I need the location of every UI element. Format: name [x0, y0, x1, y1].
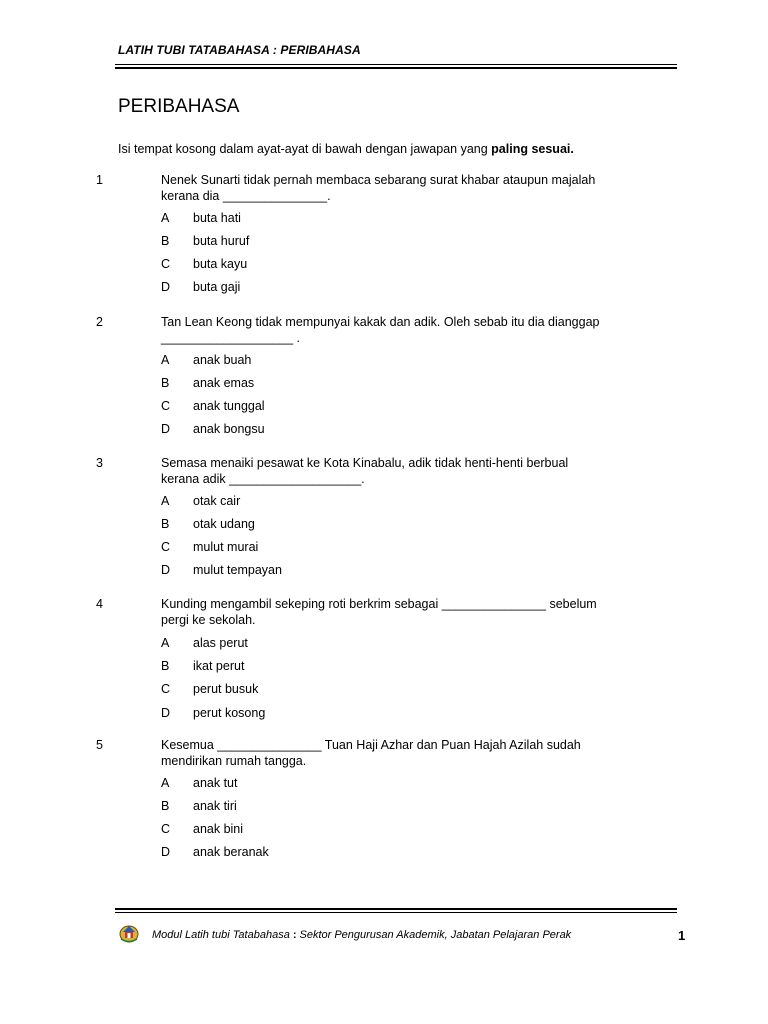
option-letter: B [161, 234, 170, 248]
option-text: otak cair [193, 494, 241, 508]
option-text: anak beranak [193, 845, 269, 859]
option-letter: D [161, 280, 171, 294]
footer-colon: : [292, 929, 297, 941]
option-b [161, 516, 461, 532]
option-b [161, 233, 461, 249]
option-text: buta huruf [193, 234, 250, 248]
option-letter: A [161, 776, 170, 790]
question-line-1: Tan Lean Keong tidak mempunyai kakak dan adik. Oleh sebab itu dia dianggap [161, 315, 600, 329]
header-rule-thick [115, 67, 677, 69]
footer-rule-thick [115, 908, 677, 910]
option-letter: A [161, 636, 170, 650]
option-letter: A [161, 494, 170, 508]
question-number: 2 [96, 315, 103, 329]
question-line-2: kerana adik ___________________. [161, 472, 365, 486]
question-text [161, 314, 631, 346]
option-text: anak tunggal [193, 399, 265, 413]
option-c [161, 256, 461, 272]
option-text: ikat perut [193, 659, 245, 673]
option-b [161, 798, 461, 814]
option-a [161, 210, 461, 226]
option-c [161, 398, 461, 414]
option-a [161, 352, 461, 368]
option-text: anak tut [193, 776, 238, 790]
option-letter: B [161, 659, 170, 673]
question-text [161, 596, 631, 628]
option-c [161, 821, 461, 837]
option-text: perut kosong [193, 706, 266, 720]
option-d [161, 705, 461, 721]
option-text: otak udang [193, 517, 255, 531]
option-a [161, 775, 461, 791]
question-line-1: Nenek Sunarti tidak pernah membaca sebarang surat khabar ataupun majalah [161, 173, 596, 187]
question-text [161, 737, 631, 769]
option-a [161, 635, 461, 651]
footer-left-text: Modul Latih tubi Tatabahasa [152, 929, 290, 941]
instructions-emphasis: paling sesuai. [491, 142, 574, 156]
footer-right-text: Sektor Pengurusan Akademik, Jabatan Pelajaran Perak [299, 929, 572, 941]
instructions [118, 142, 574, 156]
question-text [161, 172, 631, 204]
option-letter: A [161, 211, 170, 225]
option-text: anak bini [193, 822, 244, 836]
option-text: mulut murai [193, 540, 259, 554]
question-line-1: Kunding mengambil sekeping roti berkrim sebagai _______________ sebelum [161, 597, 597, 611]
option-letter: B [161, 376, 170, 390]
question-line-2: mendirikan rumah tangga. [161, 754, 307, 768]
option-a [161, 493, 461, 509]
option-letter: A [161, 353, 170, 367]
question-text [161, 455, 631, 487]
option-letter: B [161, 517, 170, 531]
option-text: perut busuk [193, 682, 259, 696]
option-text: mulut tempayan [193, 563, 282, 577]
option-text: anak buah [193, 353, 252, 367]
question-line-2: kerana dia _______________. [161, 189, 331, 203]
header-rule-thin [115, 64, 677, 65]
option-letter: D [161, 845, 171, 859]
option-c [161, 539, 461, 555]
option-letter: B [161, 799, 170, 813]
option-letter: D [161, 563, 171, 577]
option-letter: C [161, 682, 171, 696]
question-line-1: Semasa menaiki pesawat ke Kota Kinabalu, adik tidak henti-henti berbual [161, 456, 569, 470]
question-line-2: ___________________ . [161, 331, 301, 345]
question-line-1: Kesemua _______________ Tuan Haji Azhar dan Puan Hajah Azilah sudah [161, 738, 581, 752]
footer-rule-thin [115, 912, 677, 913]
question-number: 4 [96, 597, 103, 611]
question-number: 1 [96, 173, 103, 187]
question-line-2: pergi ke sekolah. [161, 613, 256, 627]
option-text: anak emas [193, 376, 255, 390]
option-d [161, 279, 461, 295]
option-letter: C [161, 257, 171, 271]
option-b [161, 375, 461, 391]
option-d [161, 844, 461, 860]
option-b [161, 658, 461, 674]
option-c [161, 681, 461, 697]
question-number: 5 [96, 738, 103, 752]
option-text: anak tiri [193, 799, 237, 813]
instructions-text: Isi tempat kosong dalam ayat-ayat di bawah dengan jawapan yang [118, 142, 492, 156]
option-d [161, 421, 461, 437]
option-text: buta hati [193, 211, 241, 225]
option-letter: C [161, 399, 171, 413]
option-text: buta gaji [193, 280, 241, 294]
option-d [161, 562, 461, 578]
option-letter: C [161, 822, 171, 836]
crest-logo-icon [118, 922, 140, 944]
option-text: buta kayu [193, 257, 248, 271]
option-text: alas perut [193, 636, 248, 650]
header-title: LATIH TUBI TATABAHASA : PERIBAHASA [118, 43, 361, 57]
option-text: anak bongsu [193, 422, 265, 436]
option-letter: C [161, 540, 171, 554]
footer-text [152, 929, 571, 941]
page-number: 1 [678, 928, 686, 943]
option-letter: D [161, 422, 171, 436]
page-title: PERIBAHASA [118, 96, 240, 117]
option-letter: D [161, 706, 171, 720]
question-number: 3 [96, 456, 103, 470]
